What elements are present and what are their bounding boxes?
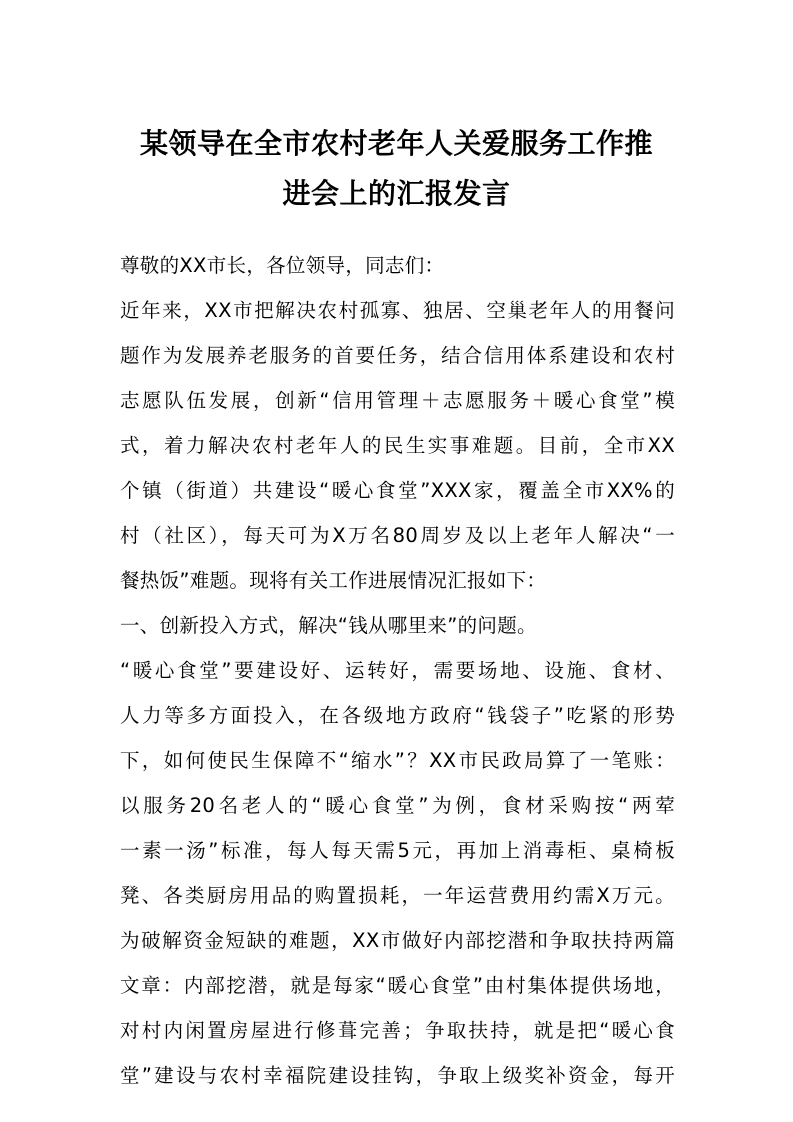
body-line: 文章：内部挖潜，就是每家“暖心食堂”由村集体提供场地， <box>120 974 675 997</box>
body-line: 下，如何使民生保障不“缩水”？XX市民政局算了一笔账： <box>120 749 675 772</box>
body-line: 为破解资金短缺的难题，XX市做好内部挖潜和争取扶持两篇 <box>120 929 675 952</box>
body-line: 个镇（街道）共建设“暖心食堂”XXX家，覆盖全市XX%的 <box>120 479 675 502</box>
document-title-line-1: 某领导在全市农村老年人关爱服务工作推 <box>139 127 653 160</box>
body-line: 餐热饭”难题。现将有关工作进展情况汇报如下： <box>120 569 547 592</box>
body-line: 志愿队伍发展，创新“信用管理＋志愿服务＋暖心食堂”模 <box>120 389 675 412</box>
body-line: 一素一汤”标准，每人每天需5元，再加上消毒柜、桌椅板 <box>120 839 675 862</box>
body-line: “暖心食堂”要建设好、运转好，需要场地、设施、食材、 <box>120 659 675 682</box>
body-line: 以服务20名老人的“暖心食堂”为例，食材采购按“两荤 <box>120 794 675 817</box>
body-line: 人力等多方面投入，在各级地方政府“钱袋子”吃紧的形势 <box>120 704 675 727</box>
body-line: 近年来，XX市把解决农村孤寡、独居、空巢老年人的用餐问 <box>120 299 675 322</box>
section-heading: 一、创新投入方式，解决“钱从哪里来”的问题。 <box>120 614 537 637</box>
body-line: 堂”建设与农村幸福院建设挂钩，争取上级奖补资金，每开 <box>120 1064 675 1087</box>
salutation: 尊敬的XX市长，各位领导，同志们： <box>120 254 445 277</box>
document-title-line-2: 进会上的汇报发言 <box>282 177 511 210</box>
body-line: 村（社区），每天可为X万名80周岁及以上老年人解决“一 <box>120 524 675 547</box>
body-line: 对村内闲置房屋进行修葺完善；争取扶持，就是把“暖心食 <box>120 1019 675 1042</box>
body-line: 凳、各类厨房用品的购置损耗，一年运营费用约需X万元。 <box>120 884 675 907</box>
body-line: 式，着力解决农村老年人的民生实事难题。目前，全市XX <box>120 434 675 457</box>
body-line: 题作为发展养老服务的首要任务，结合信用体系建设和农村 <box>120 344 675 367</box>
